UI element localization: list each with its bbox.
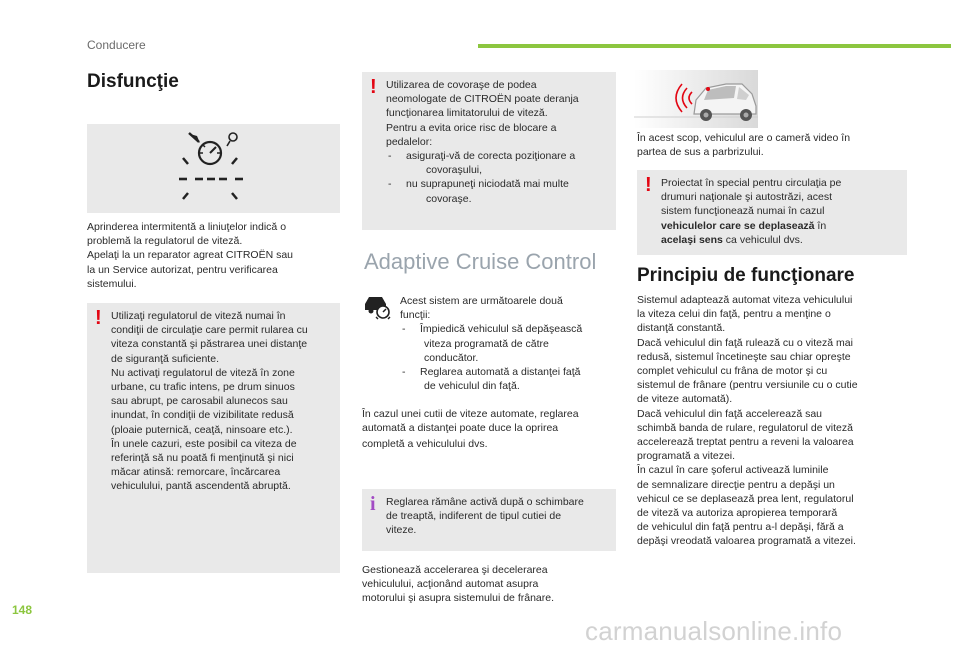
text-line: viteza programată de către	[424, 337, 549, 350]
list-item	[400, 365, 616, 393]
text-line: În cazul unei cutii de viteze automate, reglarea	[362, 408, 579, 420]
text-line: Pentru a evita orice risc de blocare a	[386, 121, 557, 134]
text-line: motorului şi asupra sistemului de frânare.	[362, 592, 555, 605]
header-accent-bar	[478, 44, 951, 48]
text-line: pedalelor:	[386, 135, 433, 148]
floor-mat-warning-box	[362, 72, 616, 230]
text-line: de vehiculul din faţă.	[424, 380, 520, 393]
text-line: - Împiedică vehiculul să depăşească	[420, 323, 583, 336]
info-text	[386, 495, 610, 538]
text-line: problemă la regulatorul de viteză.	[87, 235, 243, 248]
warning-icon: !	[95, 307, 102, 329]
text-line: sistemului.	[87, 277, 137, 290]
operating-principle-title: Principiu de funcţionare	[637, 265, 855, 286]
acc-functions	[400, 294, 616, 393]
text-line: sau abrupt, pe carosabil alunecos sau	[111, 395, 288, 408]
text-line: accelerează treptat pentru a reveni la valoarea	[637, 436, 854, 449]
warning-icon: !	[370, 76, 377, 98]
text-line: de viteze automată).	[637, 393, 733, 406]
text-line: redusă, sistemul încetineşte sau chiar opreşte	[637, 350, 851, 363]
bold-phrase: acelaşi sens	[661, 233, 723, 246]
speedometer-fault-icon	[87, 124, 340, 213]
list-item	[386, 149, 610, 177]
text-line: de semnalizare direcţie pentru a depăşi un	[637, 478, 835, 491]
text-line	[661, 233, 901, 247]
cruise-usage-warning-box	[87, 303, 340, 573]
adaptive-cruise-title: Adaptive Cruise Control	[364, 249, 597, 274]
text-line: neomologate de CITROËN poate deranja	[386, 93, 579, 106]
text-line: Dacă vehiculul din faţă rulează cu o viteză mai	[637, 336, 853, 349]
warning-text	[111, 309, 334, 494]
text-line: măcar atinsă: remorcare, încărcarea	[111, 466, 281, 479]
text-line: - asiguraţi-vă de corecta poziţionare a	[406, 150, 576, 163]
text-line: Dacă vehiculul din faţă accelerează sau	[637, 407, 823, 420]
text-line: de viteză va autoriza apropierea temporară	[637, 507, 838, 520]
acceleration-management-text	[362, 563, 618, 606]
section-label: Conducere	[87, 38, 146, 52]
text-line: Acest sistem are următoarele două	[400, 295, 563, 307]
adaptive-cruise-icon	[362, 294, 394, 320]
cruise-control-fault-icon-panel	[87, 124, 340, 213]
page-number: 148	[12, 603, 33, 617]
text-fragment: în	[814, 219, 827, 232]
text-line: la viteza celui din faţă, pentru a menţine o	[637, 308, 831, 321]
text-line: funcţionarea limitatorului de viteză.	[386, 107, 548, 120]
text-line: funcţii:	[400, 309, 431, 322]
text-line: conducător.	[424, 351, 479, 364]
malfunction-description	[87, 220, 342, 291]
info-icon: i	[370, 493, 376, 515]
text-line: covoraşului,	[426, 164, 483, 177]
text-line: Utilizarea de covoraşe de podea	[386, 79, 537, 91]
gear-change-info-box	[362, 489, 616, 551]
text-line: referinţă să nu poată fi menţinută şi nici	[111, 452, 294, 465]
text-line: vehiculului, pantă ascendentă abruptă.	[111, 480, 291, 493]
text-line: de siguranţă suficiente.	[111, 352, 219, 365]
list-item	[386, 177, 610, 205]
acc-function-list	[400, 322, 616, 393]
text-line: condiţii de circulaţie care permit rularea cu	[111, 324, 308, 337]
text-line: distanţă constantă.	[637, 322, 726, 335]
malfunction-title: Disfuncţie	[87, 71, 179, 92]
watermark: carmanualsonline.info	[585, 616, 843, 646]
text-line	[661, 219, 901, 233]
text-line: Aprinderea intermitentă a liniuţelor indică o	[87, 221, 287, 233]
warning-text	[386, 78, 610, 206]
text-line: partea de sus a parbrizului.	[637, 146, 764, 159]
camera-description	[637, 131, 907, 159]
text-fragment: ca vehiculul dvs.	[722, 233, 803, 246]
text-line: Apelaţi la un reparator agreat CITROËN sau	[87, 249, 294, 262]
text-line: (ploaie puternică, ceaţă, ninsoare etc.).	[111, 423, 293, 436]
text-line: viteze.	[386, 524, 417, 537]
text-line: de vehiculul din faţă pentru a-l depăşi, fără a	[637, 521, 844, 534]
text-line: urbane, cu trafic intens, pe drum sinuos	[111, 381, 295, 394]
text-line: În unele cazuri, este posibil ca viteza de	[111, 437, 297, 450]
text-line: covoraşe.	[426, 192, 472, 205]
text-line: În acest scop, vehiculul are o cameră video în	[637, 132, 851, 144]
bold-phrase: vehiculelor care se deplasează	[661, 219, 815, 232]
text-line: complet vehiculul cu frâna de motor şi cu	[637, 365, 828, 378]
automatic-gearbox-note	[362, 407, 618, 452]
text-line: viteza constantă şi păstrarea unei distanţe	[111, 338, 308, 351]
warning-icon: !	[645, 174, 652, 196]
text-line: În cazul în care şoferul activează luminile	[637, 464, 829, 477]
operating-principle-body	[637, 293, 927, 549]
vehicle-camera-illustration	[634, 70, 758, 128]
text-line: schimbă banda de rulare, regulatorul de viteză	[637, 421, 853, 434]
text-line: Reglarea rămâne activă după o schimbare	[386, 496, 584, 508]
road-type-warning-box	[637, 170, 907, 255]
text-line: Utilizaţi regulatorul de viteză numai în	[111, 310, 286, 322]
text-line: Sistemul adaptează automat viteza vehiculului	[637, 294, 853, 306]
text-line: la un Service autorizat, pentru verificarea	[87, 263, 278, 276]
text-line: automată a distanţei poate duce la oprirea	[362, 422, 559, 435]
text-line: Nu activaţi regulatorul de viteză în zone	[111, 366, 295, 379]
list-item	[400, 322, 616, 365]
floor-mat-list	[386, 149, 610, 206]
text-line: drumuri naţionale şi autostrăzi, acest	[661, 191, 832, 204]
warning-text	[661, 176, 901, 247]
text-line: - Reglarea automată a distanţei faţă	[420, 366, 581, 379]
text-line: completă a vehiculului dvs.	[362, 438, 488, 451]
text-line: sistem funcţionează numai în cazul	[661, 205, 825, 218]
text-line: - nu suprapuneţi niciodată mai multe	[406, 178, 569, 191]
text-line: sistemul de frânare (pentru versiunile cu o cutie	[637, 379, 858, 392]
text-line: Proiectat în special pentru circulaţia pe	[661, 177, 842, 189]
text-line: programată a vitezei.	[637, 450, 736, 463]
text-line: depăşi vreodată valoarea programată a vitezei.	[637, 535, 856, 548]
text-line: inundat, în condiţii de vizibilitate redusă	[111, 409, 294, 422]
text-line: Gestionează accelerarea şi decelerarea	[362, 564, 548, 576]
text-line: de treaptă, indiferent de tipul cutiei de	[386, 510, 562, 523]
text-line: vehicul ce se deplasează prea lent, regulatorul	[637, 492, 854, 505]
text-line: vehiculului, acţionând automat asupra	[362, 578, 539, 591]
